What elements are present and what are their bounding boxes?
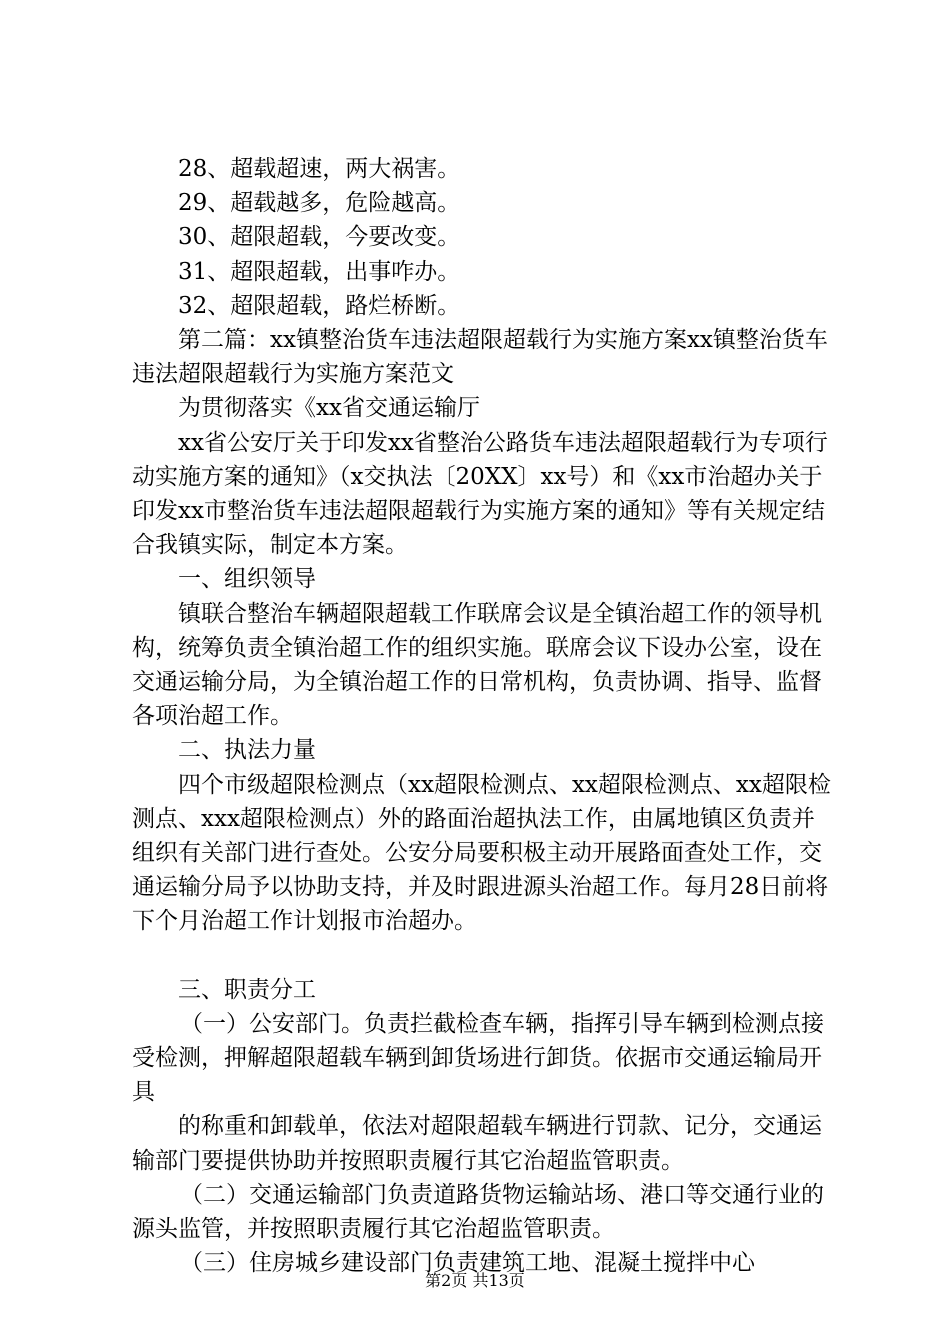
document-body <box>132 152 832 1281</box>
section-2-title: 第二篇：xx镇整治货车违法超限超载行为实施方案xx镇整治货车违法超限超载行为实施方案范文 <box>132 327 828 388</box>
heading-organization: 一、组织领导 <box>178 566 316 593</box>
intro-paragraph: xx省公安厅关于印发xx省整治公路货车违法超限超载行为专项行动实施方案的通知》（x交执法〔20XX〕xx号）和《xx市治超办关于印发xx市整治货车违法超限超载行为实施方案的通知》等有关规定结合我镇实际，制定本方案。 <box>132 429 828 559</box>
slogan-30: 30、超限超载，今要改变。 <box>178 224 461 251</box>
slogan-28: 28、超载超速，两大祸害。 <box>178 156 461 182</box>
intro-line-1: 为贯彻落实《xx省交通运输厅 <box>178 395 480 422</box>
paragraph-enforcement: 四个市级超限检测点（xx超限检测点、xx超限检测点、xx超限检测点、xxx超限检测点）外的路面治超执法工作，由属地镇区负责并组织有关部门进行查处。公安分局要积极主动开展路面查处工作，交通运输分局予以协助支持，并及时跟进源头治超工作。每月28日前将下个月治超工作计划报市治超办。 <box>132 771 831 935</box>
paragraph-police-part-2: 的称重和卸载单，依法对超限超载车辆进行罚款、记分，交通运输部门要提供协助并按照职责履行其它治超监管职责。 <box>132 1113 822 1174</box>
slogan-29: 29、超载越多，危险越高。 <box>178 190 461 217</box>
slogan-32: 32、超限超载，路烂桥断。 <box>178 292 461 319</box>
paragraph-police-part-1: （一）公安部门。负责拦截检查车辆，指挥引导车辆到检测点接受检测，押解超限超载车辆到卸货场进行卸货。依据市交通运输局开具 <box>132 1010 824 1106</box>
page-number-footer: 第2页 共13页 <box>425 1271 525 1290</box>
paragraph-housing: （三）住房城乡建设部门负责建筑工地、混凝土搅拌中心 <box>180 1250 755 1277</box>
heading-enforcement: 二、执法力量 <box>178 737 316 764</box>
paragraph-organization: 镇联合整治车辆超限超载工作联席会议是全镇治超工作的领导机构，统筹负责全镇治超工作的组织实施。联席会议下设办公室，设在交通运输分局，为全镇治超工作的日常机构，负责协调、指导、监督各项治超工作。 <box>132 600 822 730</box>
paragraph-transport: （二）交通运输部门负责道路货物运输站场、港口等交通行业的源头监管，并按照职责履行其它治超监管职责。 <box>132 1181 824 1243</box>
slogan-31: 31、超限超载，出事咋办。 <box>178 258 461 285</box>
heading-responsibilities: 三、职责分工 <box>178 976 316 1003</box>
blank-line <box>132 939 832 973</box>
